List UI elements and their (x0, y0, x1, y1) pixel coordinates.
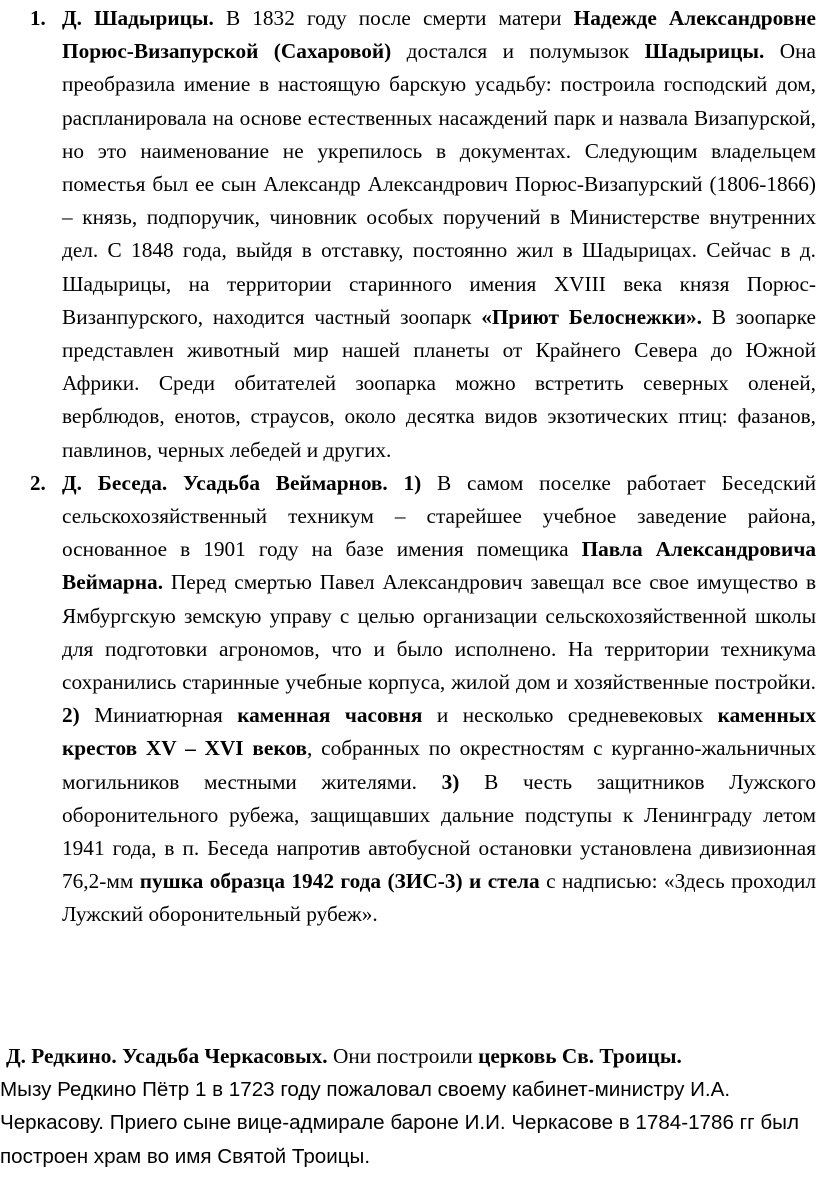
list-item (0, 2, 816, 467)
text-bold: каменных крестов XV – XVI веков (62, 703, 816, 761)
list-item-text (62, 2, 816, 467)
list-item-number: 1. (30, 6, 46, 30)
closing-body-text: Мызу Редкино Пётр 1 в 1723 году пожаловал своему кабинет-министру И.А. Черкасову. Приего сыне вице-адмирале бароне И.И. Черкасове в 1784-1786 гг был построен храм во имя Святой Троицы. (0, 1078, 799, 1168)
text-run: с надписью: «Здесь проходил Лужский оборонительный рубеж». (62, 869, 816, 927)
text-run: Миниатюрная (79, 703, 238, 728)
closing-heading-line (0, 1040, 810, 1073)
closing-paragraph (0, 1040, 810, 1173)
numbered-list (0, 2, 816, 932)
text-bold: Павла Александровича Веймарна. (62, 537, 816, 595)
text-bold: 2) (62, 703, 80, 728)
text-run: и несколько средневековых (422, 703, 718, 728)
text-bold: Надежде Александровне Порюс-Визапурской (Сахаровой) (62, 6, 816, 64)
text-bold: Д. Шадырицы. (62, 6, 214, 30)
list-item (0, 467, 816, 932)
text-run: , собранных по окрестностям с курганно-жальничных могильников местными жителями. (62, 736, 816, 794)
text-run: Она преобразила имение в настоящую барскую усадьбу: построила господский дом, распланировала на основе естественных насаждений парк и назвала Визапурской, но это наименование не укрепилось в документах. Следующим владельцем поместья был ее сын Александр Александрович Порюс-Визапурский (1806-1866) – князь, подпоручик, чиновник особых поручений в Министерстве внутренних дел. С 1848 года, выйдя в отставку, постоянно жил в Шадырицах. Сейчас в д. Шадырицы, на территории старинного имения XVIII века князя Порюс-Визанпурского, находится частный зоопарк (62, 39, 816, 329)
text-bold: «Приют Белоснежки». (481, 304, 702, 329)
text-bold: 3) (441, 769, 460, 794)
list-item-number: 2. (30, 470, 46, 495)
text-bold: Д. Редкино. Усадьба Черкасовых. (6, 1044, 328, 1068)
text-bold: пушка образца 1942 года (ЗИС-3) и стела (139, 869, 540, 894)
text-bold: каменная часовня (237, 703, 423, 728)
text-run: В самом поселке работает Беседский сельскохозяйственный техникум – старейшее учебное заведение района, основанное в 1901 году на базе имения помещика (62, 470, 816, 562)
text-bold: Шадырицы. (644, 39, 765, 64)
text-run: В зоопарке представлен животный мир нашей планеты от Крайнего Севера до Южной Африки. Среди обитателей зоопарка можно встретить северных оленей, верблюдов, енотов, страусов, около десятка видов экзотических птиц: фазанов, павлинов, черных лебедей и других. (62, 304, 816, 462)
text-run: В 1832 году после смерти матери (213, 6, 574, 30)
text-run: Они построили (327, 1044, 479, 1068)
text-run: Перед смертью Павел Александрович завещал все свое имущество в Ямбургскую земскую управу с целью организации сельскохозяйственной школы для подготовки агрономов, что и было исполнено. На территории техникума сохранились старинные учебные корпуса, жилой дом и хозяйственные постройки. (62, 570, 816, 695)
list-item-text (62, 467, 816, 932)
text-run: достался и полумызок (391, 39, 645, 64)
text-bold: Д. Беседа. Усадьба Веймарнов. 1) (62, 470, 422, 495)
text-run: В честь защитников Лужского оборонительного рубежа, защищавших дальние подступы к Ленинграду летом 1941 года, в п. Беседа напротив автобусной остановки установлена дивизионная 76,2-мм (62, 769, 816, 894)
text-bold: церковь Св. Троицы. (478, 1044, 682, 1068)
